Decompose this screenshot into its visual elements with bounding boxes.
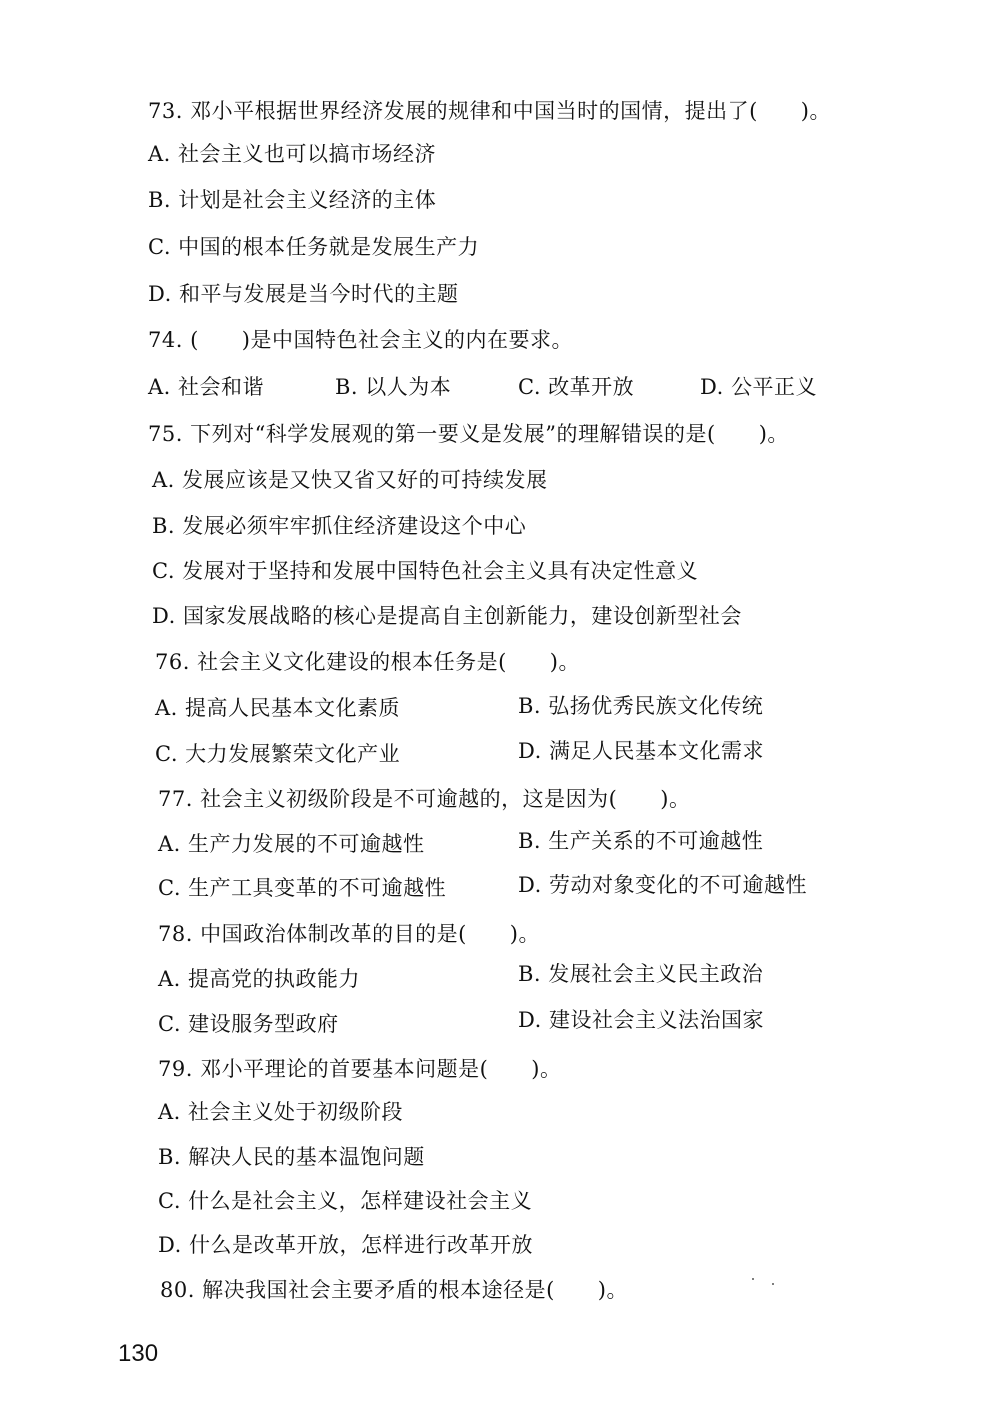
question-79-option-d: D. 什么是改革开放，怎样进行改革开放: [158, 1233, 533, 1257]
question-78-stem: 78. 中国政治体制改革的目的是( )。: [158, 922, 540, 946]
question-75-option-d: D. 国家发展战略的核心是提高自主创新能力，建设创新型社会: [152, 604, 742, 628]
question-79-option-a: A. 社会主义处于初级阶段: [158, 1100, 404, 1124]
question-77-option-d: D. 劳动对象变化的不可逾越性: [518, 873, 807, 897]
question-76-stem: 76. 社会主义文化建设的根本任务是( )。: [155, 650, 580, 674]
question-75-option-c: C. 发展对于坚持和发展中国特色社会主义具有决定性意义: [152, 559, 699, 583]
question-78-option-d: D. 建设社会主义法治国家: [518, 1008, 764, 1032]
question-73-option-b: B. 计划是社会主义经济的主体: [148, 188, 437, 212]
question-73-stem: 73. 邓小平根据世界经济发展的规律和中国当时的国情，提出了( )。: [148, 99, 831, 123]
question-75-stem: 75. 下列对“科学发展观的第一要义是发展”的理解错误的是( )。: [148, 422, 789, 446]
question-73-option-c: C. 中国的根本任务就是发展生产力: [148, 235, 480, 259]
question-74-option-b: B. 以人为本: [335, 375, 452, 399]
question-74-option-d: D. 公平正义: [700, 375, 817, 399]
question-80-stem: 80. 解决我国社会主要矛盾的根本途径是( )。: [160, 1278, 628, 1302]
scan-speck: [752, 1278, 754, 1280]
question-76-option-c: C. 大力发展繁荣文化产业: [155, 742, 401, 766]
question-76-option-d: D. 满足人民基本文化需求: [518, 739, 764, 763]
question-74-stem: 74. ( )是中国特色社会主义的内在要求。: [148, 328, 573, 352]
page-number: 130: [118, 1340, 159, 1367]
question-75-option-b: B. 发展必须牢牢抓住经济建设这个中心: [152, 514, 527, 538]
question-76-option-b: B. 弘扬优秀民族文化传统: [518, 694, 764, 718]
question-73-option-a: A. 社会主义也可以搞市场经济: [148, 142, 437, 166]
question-79-option-c: C. 什么是社会主义，怎样建设社会主义: [158, 1189, 533, 1213]
question-74-option-a: A. 社会和谐: [148, 375, 265, 399]
question-73-option-d: D. 和平与发展是当今时代的主题: [148, 282, 459, 306]
question-77-stem: 77. 社会主义初级阶段是不可逾越的，这是因为( )。: [158, 787, 691, 811]
question-78-option-c: C. 建设服务型政府: [158, 1012, 339, 1036]
question-77-option-b: B. 生产关系的不可逾越性: [518, 829, 764, 853]
question-79-option-b: B. 解决人民的基本温饱问题: [158, 1145, 425, 1169]
scan-speck: [772, 1283, 774, 1285]
question-76-option-a: A. 提高人民基本文化素质: [155, 696, 401, 720]
question-78-option-b: B. 发展社会主义民主政治: [518, 962, 764, 986]
question-79-stem: 79. 邓小平理论的首要基本问题是( )。: [158, 1057, 562, 1081]
question-74-option-c: C. 改革开放: [518, 375, 635, 399]
question-75-option-a: A. 发展应该是又快又省又好的可持续发展: [152, 468, 548, 492]
question-77-option-c: C. 生产工具变革的不可逾越性: [158, 876, 447, 900]
question-78-option-a: A. 提高党的执政能力: [158, 967, 361, 991]
question-77-option-a: A. 生产力发展的不可逾越性: [158, 832, 425, 856]
